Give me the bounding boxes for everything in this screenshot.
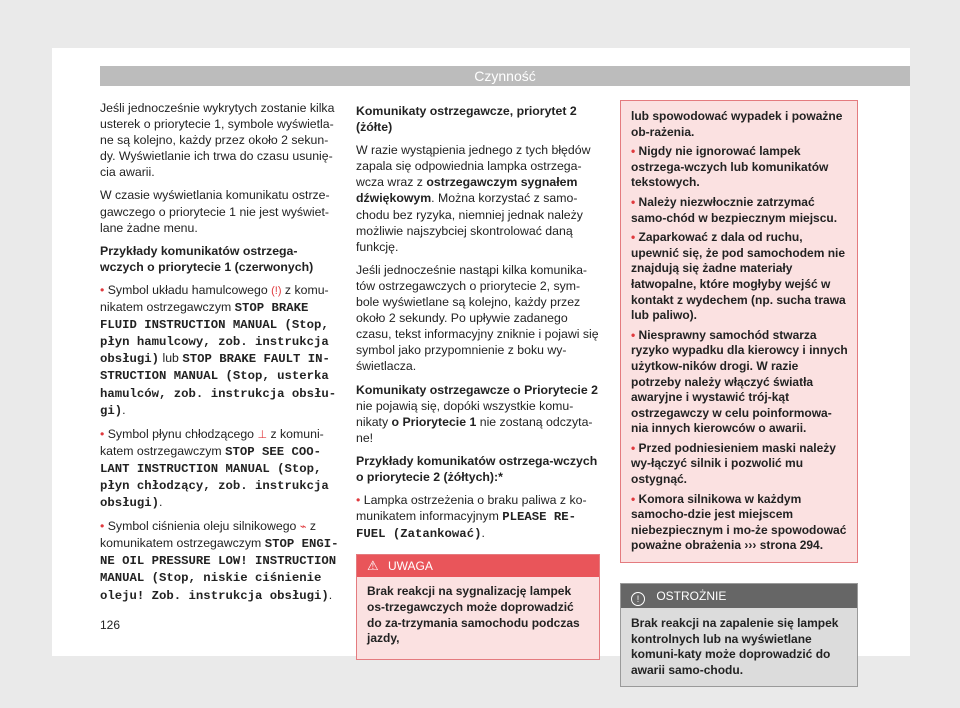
paragraph: Komunikaty ostrzegawcze o Priorytecie 2 nie pojawią się, dopóki wszystkie komu-nikaty o Priorytecie 1 nie zostaną odczyta-ne! (356, 382, 598, 445)
page-reference-link[interactable]: ››› strona 294. (744, 538, 824, 553)
bullet-icon: • (356, 493, 361, 508)
brake-warning-icon: (!) (271, 284, 282, 297)
manual-page (52, 48, 910, 677)
list-item: • Lampka ostrzeżenia o braku paliwa z ko-munikatem informacyjnym PLEASE RE-FUEL (Zatankować). (356, 493, 587, 542)
section-title: Czynność (474, 68, 536, 84)
bullet-icon: • (631, 230, 636, 245)
warning-body (621, 101, 857, 562)
column-right (620, 100, 858, 687)
message-text: STOP ENGI-NE OIL PRESSURE LOW! INSTRUCTION MANUAL (Stop, niskie ciśnienie oleju! Zob. instrukcja obsługi) (100, 537, 339, 603)
caution-text: Brak reakcji na zapalenie się lampek kontrolnych lub na wyświetlane komuni-katy może doprowadzić do awarii samo-chodu. (631, 616, 839, 677)
paragraph: W razie wystąpienia jednego z tych błędów zapala się odpowiednia lampka ostrzega-wcza wraz z ostrzegawczym sygnałem dźwiękowym. Można korzystać z samo-chodu bez ryzyka, niemniej jednak należy możliwie najszybciej skontrolować daną funkcję. (356, 143, 591, 254)
warning-title: UWAGA (388, 559, 433, 574)
warning-bullet: • Nigdy nie ignorować lampek ostrzega-wczych lub komunikatów tekstowych. (631, 144, 829, 190)
caution-box (620, 583, 858, 687)
warning-bullet: • Przed podniesieniem maski należy wy-łączyć silnik i pozwolić mu ostygnąć. (631, 440, 836, 487)
paragraph: Jeśli jednocześnie wykrytych zostanie kilka usterek o priorytecie 1, symbole wyświetla-ne są kolejno, każdy przez około 2 sekun-dy. Wyświetlanie ich trwa do czasu usunię-cia awarii. (100, 101, 335, 180)
warning-body (357, 577, 599, 658)
bullet-icon: • (100, 426, 105, 441)
bullet-icon: • (631, 194, 636, 209)
warning-box-continued (620, 100, 858, 563)
oil-pressure-icon: ⌁ (299, 521, 307, 534)
page-number: 126 (100, 618, 121, 632)
section-header (100, 66, 910, 86)
subheading: Komunikaty ostrzegawcze, priorytet 2 (żółte) (356, 104, 577, 135)
message-text: STOP BRAKE FLUID INSTRUCTION MANUAL (Stop, płyn hamulcowy, zob. instrukcja obsługi) (100, 301, 329, 367)
bullet-icon: • (631, 440, 636, 455)
list-item: • Symbol układu hamulcowego (!) z komu-nikatem ostrzegawczym STOP BRAKE FLUID INSTRUCTION MANUAL (Stop, płyn hamulcowy, zob. instrukcja obsługi) lub STOP BRAKE FAULT IN-STRUCTION MANUAL (Stop, usterka hamulców, zob. instrukcja obsłu-gi). (100, 282, 337, 418)
subheading: Przykłady komunikatów ostrzega-wczych o priorytecie 2 (żółtych):* (356, 453, 598, 484)
bullet-icon: • (100, 519, 105, 534)
warning-header (357, 555, 599, 577)
warning-text: Brak reakcji na sygnalizację lampek os-trzegawczych może doprowadzić do za-trzymania samochodu podczas jazdy, (367, 584, 580, 646)
warning-triangle-icon: ⚠ (367, 558, 379, 574)
warning-bullet: • Komora silnikowa w każdym samocho-dzie jest miejscem niebezpiecznym i mo-że spowodować poważne obrażenia ››› strona 294. (631, 491, 847, 553)
column-left (100, 100, 340, 611)
warning-bullet: • Niesprawny samochód stwarza ryzyko wypadku dla kierowcy i innych użytkow-ników drogi. W razie potrzeby należy włączyć światła awaryjne i wystawić trój-kąt ostrzegawczy w celu poinformowa-nia innych kierowców o awarii. (631, 327, 848, 436)
caution-title: OSTROŻNIE (656, 589, 727, 604)
paragraph: W czasie wyświetlania komunikatu ostrze-gawczego o priorytecie 1 nie jest wyświet-lane żadne menu. (100, 188, 330, 235)
column-middle (356, 100, 600, 660)
coolant-icon: ⊥ (257, 428, 268, 441)
warning-bullet: • Należy niezwłocznie zatrzymać samo-chód w bezpiecznym miejscu. (631, 194, 838, 225)
warning-box (356, 554, 600, 659)
caution-header (621, 584, 857, 608)
warning-bullet: • Zaparkować z dala od ruchu, upewnić się, że pod samochodem nie znajdują się żadne materiały łatwopalne, które mogłyby wejść w kontakt z wydechem (np. sucha trawa lub paliwo). (631, 230, 846, 323)
warning-text: lub spowodować wypadek i poważne ob-rażenia. (631, 109, 843, 139)
paragraph: Jeśli jednocześnie nastąpi kilka komunika-tów ostrzegawczych o priorytecie 2, sym-bole wyświetlane są kolejno, każdy przez około 2 sekundy. Po upływie zadanego czasu, tekst informacyjny zniknie i pojawi się symbol jako przypomnienie z boku wy-świetlacza. (356, 262, 599, 374)
list-item: • Symbol ciśnienia oleju silnikowego ⌁ z komunikatem ostrzegawczym STOP ENGI-NE OIL PRESSURE LOW! INSTRUCTION MANUAL (Stop, niskie ciśnienie oleju! Zob. instrukcja obsługi). (100, 519, 339, 603)
list-item: • Symbol płynu chłodzącego ⊥ z komuni-katem ostrzegawczym STOP SEE COO-LANT INSTRUCTION MANUAL (Stop, płyn chłodzący, zob. instrukcja obsługi). (100, 426, 329, 511)
subheading: Przykłady komunikatów ostrzega-wczych o priorytecie 1 (czerwonych) (100, 243, 314, 274)
bullet-icon: • (100, 282, 105, 297)
message-text: PLEASE RE-FUEL (Zatankować) (356, 510, 577, 542)
bullet-icon: • (631, 327, 636, 342)
message-text: STOP BRAKE FAULT IN-STRUCTION MANUAL (Stop, usterka hamulców, zob. instrukcja obsłu-gi) (100, 352, 337, 418)
message-text: STOP SEE COO-LANT INSTRUCTION MANUAL (Stop, płyn chłodzący, zob. instrukcja obsługi) (100, 444, 329, 511)
caution-body (621, 608, 857, 686)
bullet-icon: • (631, 491, 636, 506)
bullet-icon: • (631, 144, 636, 159)
info-circle-icon: ! (631, 592, 645, 606)
